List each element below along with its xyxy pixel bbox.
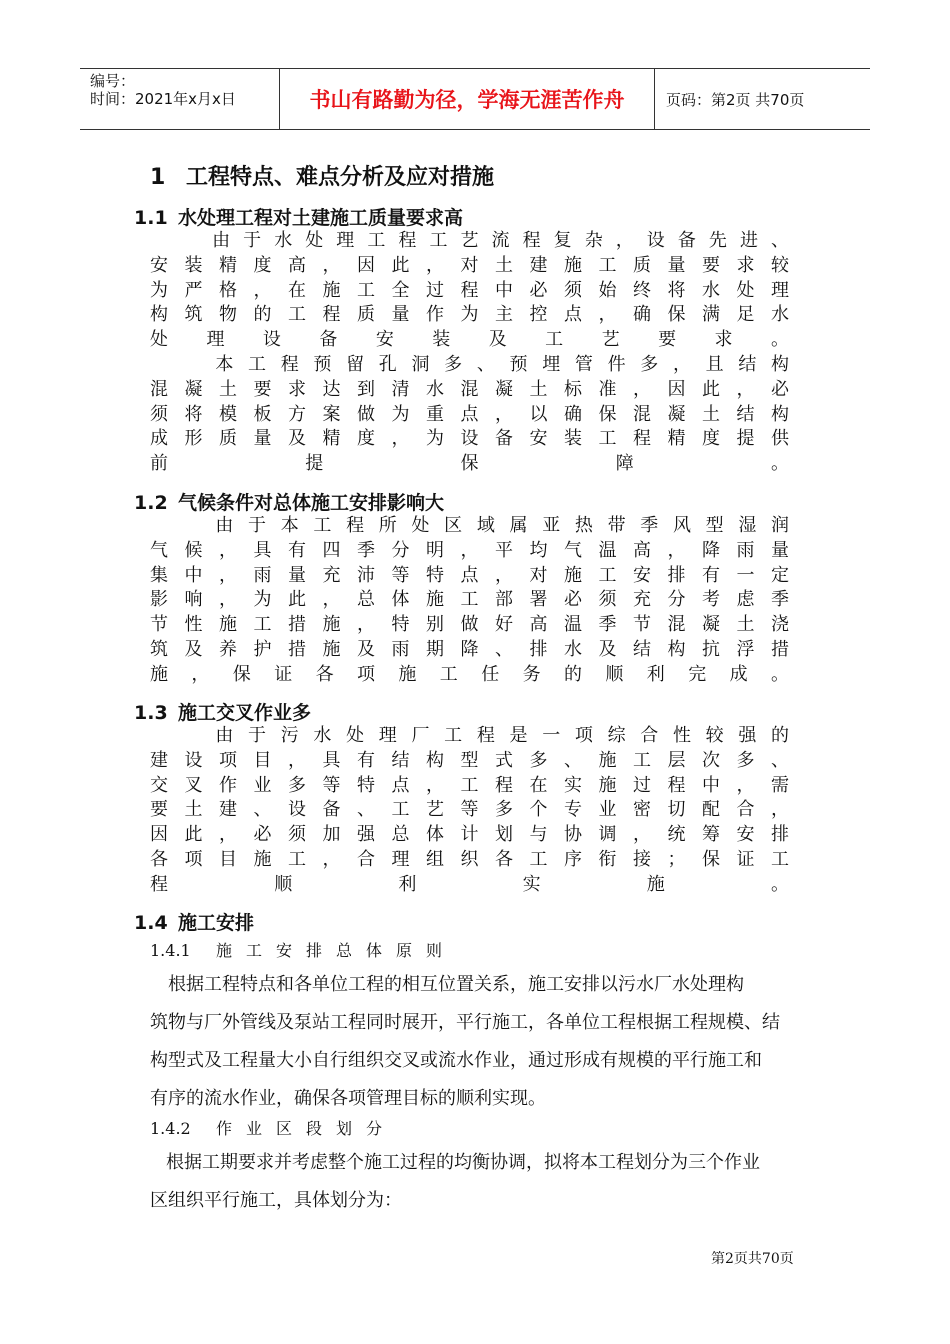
text-line: 由于污水处理厂工程是一项综合性较强的 bbox=[150, 725, 790, 746]
section-title: 施工安排 bbox=[178, 912, 255, 934]
section-1-2-body bbox=[150, 514, 790, 688]
text-line: 处理设备安装及工艺要求。 bbox=[150, 329, 790, 351]
page-header bbox=[80, 68, 870, 130]
text-line: 安装精度高，因此，对土建施工质量要求较 bbox=[150, 254, 790, 276]
section-title: 施工安排总体原则 bbox=[216, 941, 457, 960]
text-line: 集中，雨量充沛等特点，对施工安排有一定 bbox=[150, 564, 790, 586]
page-footer: 第2页共70页 bbox=[711, 1251, 794, 1267]
text-line: 本工程预留孔洞多、预埋管件多，且结构 bbox=[150, 353, 790, 375]
text-line: 影响，为此，总体施工部署必须充分考虑季 bbox=[150, 589, 790, 611]
text-line: 要土建、设备、工艺等多个专业密切配合， bbox=[150, 799, 790, 821]
section-title: 工程特点、难点分析及应对措施 bbox=[186, 165, 495, 190]
header-motto: 书山有路勤为径，学海无涯苦作舟 bbox=[280, 69, 655, 129]
section-number: 1.4 bbox=[134, 912, 168, 934]
section-title: 气候条件对总体施工安排影响大 bbox=[178, 492, 445, 514]
text-line: 根据工期要求并考虑整个施工过程的均衡协调，拟将本工程划分为三个作业 bbox=[166, 1152, 760, 1173]
text-line: 须将模板方案做为重点，以确保混凝土结构 bbox=[150, 403, 790, 425]
header-meta bbox=[80, 69, 280, 129]
section-1-heading bbox=[150, 160, 494, 191]
text-line: 程顺利实施。 bbox=[150, 873, 790, 895]
section-1-2-heading bbox=[134, 488, 444, 515]
section-1-3-body bbox=[150, 724, 790, 898]
text-line: 根据工程特点和各单位工程的相互位置关系，施工安排以污水厂水处理构 bbox=[150, 974, 744, 995]
text-line: 有序的流水作业，确保各项管理目标的顺利实现。 bbox=[150, 1088, 546, 1109]
text-line: 筑物与厂外管线及泵站工程同时展开，平行施工，各单位工程根据工程规模、结 bbox=[150, 1012, 780, 1033]
section-number: 1 bbox=[150, 165, 166, 190]
text-line: 建设项目，具有结构型式多、施工层次多、 bbox=[150, 749, 790, 771]
text-line: 交叉作业多等特点，工程在实施过程中，需 bbox=[150, 774, 790, 796]
section-1-3-heading bbox=[134, 698, 311, 725]
section-1-1-heading bbox=[134, 203, 463, 230]
section-title: 水处理工程对土建施工质量要求高 bbox=[178, 207, 464, 229]
section-number: 1.3 bbox=[134, 702, 168, 724]
text-line: 各项目施工，合理组织各工序衔接；保证工 bbox=[150, 848, 790, 870]
text-line: 区组织平行施工，具体划分为： bbox=[150, 1190, 402, 1211]
text-line: 由于本工程所处区域属亚热带季风型湿润 bbox=[150, 515, 790, 536]
text-line: 前提保障。 bbox=[150, 453, 790, 475]
text-line: 由于水处理工程工艺流程复杂，设备先进、 bbox=[150, 230, 790, 251]
text-line: 混凝土要求达到清水混凝土标准，因此，必 bbox=[150, 378, 790, 400]
section-title: 作业区段划分 bbox=[216, 1119, 397, 1138]
text-line: 为严格，在施工全过程中必须始终将水处理 bbox=[150, 279, 790, 301]
text-line: 施，保证各项施工任务的顺利完成。 bbox=[150, 663, 790, 685]
text-line: 气候，具有四季分明，平均气温高，降雨量 bbox=[150, 539, 790, 561]
number-label: 编号： bbox=[90, 72, 136, 90]
header-page-info: 页码：第2页 共70页 bbox=[666, 90, 805, 109]
text-line: 因此，必须加强总体计划与协调，统筹安排 bbox=[150, 824, 790, 846]
text-line: 筑及养护措施及雨期降、排水及结构抗浮措 bbox=[150, 638, 790, 660]
text-line: 成形质量及精度，为设备安装工程精度提供 bbox=[150, 428, 790, 450]
time-label: 时间：2021年x月x日 bbox=[90, 90, 236, 108]
section-1-4-1-heading bbox=[150, 938, 456, 961]
section-1-4-2-heading bbox=[150, 1116, 396, 1139]
text-line: 构型式及工程量大小自行组织交叉或流水作业，通过形成有规模的平行施工和 bbox=[150, 1050, 762, 1071]
section-1-4-2-body bbox=[150, 1144, 816, 1220]
section-1-4-1-body bbox=[150, 966, 800, 1118]
section-number: 1.4.2 bbox=[150, 1119, 191, 1138]
section-number: 1.4.1 bbox=[150, 941, 191, 960]
section-1-4-heading bbox=[134, 908, 254, 935]
section-1-1-body bbox=[150, 229, 790, 477]
text-line: 构筑物的工程质量作为主控点，确保满足水 bbox=[150, 304, 790, 326]
section-title: 施工交叉作业多 bbox=[178, 702, 312, 724]
section-number: 1.1 bbox=[134, 207, 168, 229]
section-number: 1.2 bbox=[134, 492, 168, 514]
text-line: 节性施工措施，特别做好高温季节混凝土浇 bbox=[150, 614, 790, 636]
